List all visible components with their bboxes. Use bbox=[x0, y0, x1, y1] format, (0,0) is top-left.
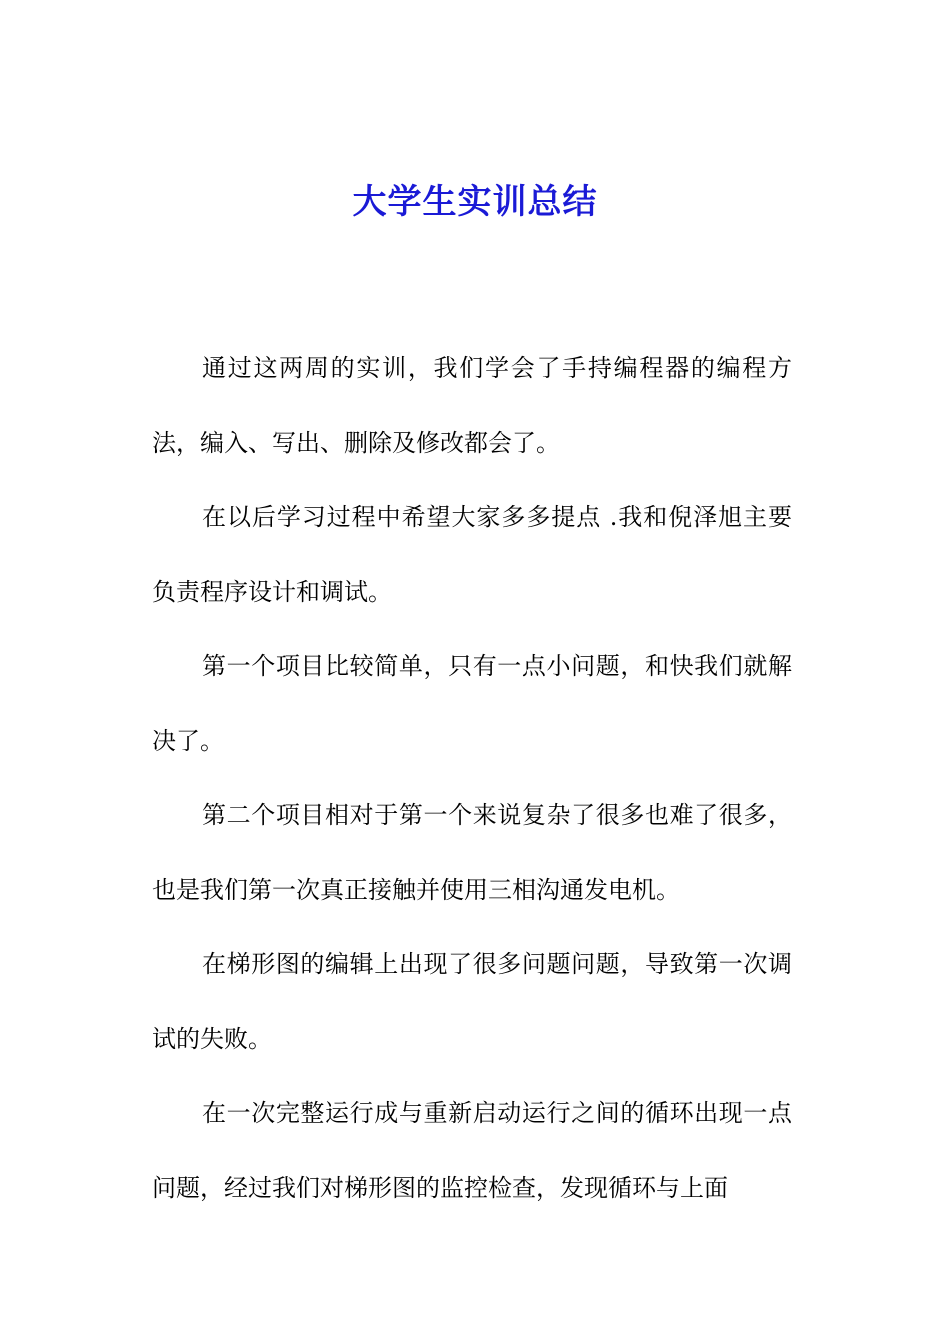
paragraph-5: 在梯形图的编辑上出现了很多问题问题，导致第一次调试的失败。 bbox=[152, 950, 792, 1053]
paragraph-3: 第一个项目比较简单，只有一点小问题，和快我们就解决了。 bbox=[152, 652, 792, 755]
paragraph-6: 在一次完整运行成与重新启动运行之间的循环出现一点问题，经过我们对梯形图的监控检查，发现循环与上面 bbox=[152, 1099, 792, 1202]
document-title: 大学生实训总结 bbox=[352, 182, 598, 222]
paragraph-2: 在以后学习过程中希望大家多多提点 .我和倪泽旭主要负责程序设计和调试。 bbox=[152, 503, 792, 606]
paragraph-1: 通过这两周的实训，我们学会了手持编程器的编程方法，编入、写出、删除及修改都会了。 bbox=[152, 354, 792, 457]
document-body bbox=[152, 331, 792, 1225]
paragraph-4: 第二个项目相对于第一个来说复杂了很多也难了很多，也是我们第一次真正接触并使用三相沟通发电机。 bbox=[152, 801, 792, 904]
